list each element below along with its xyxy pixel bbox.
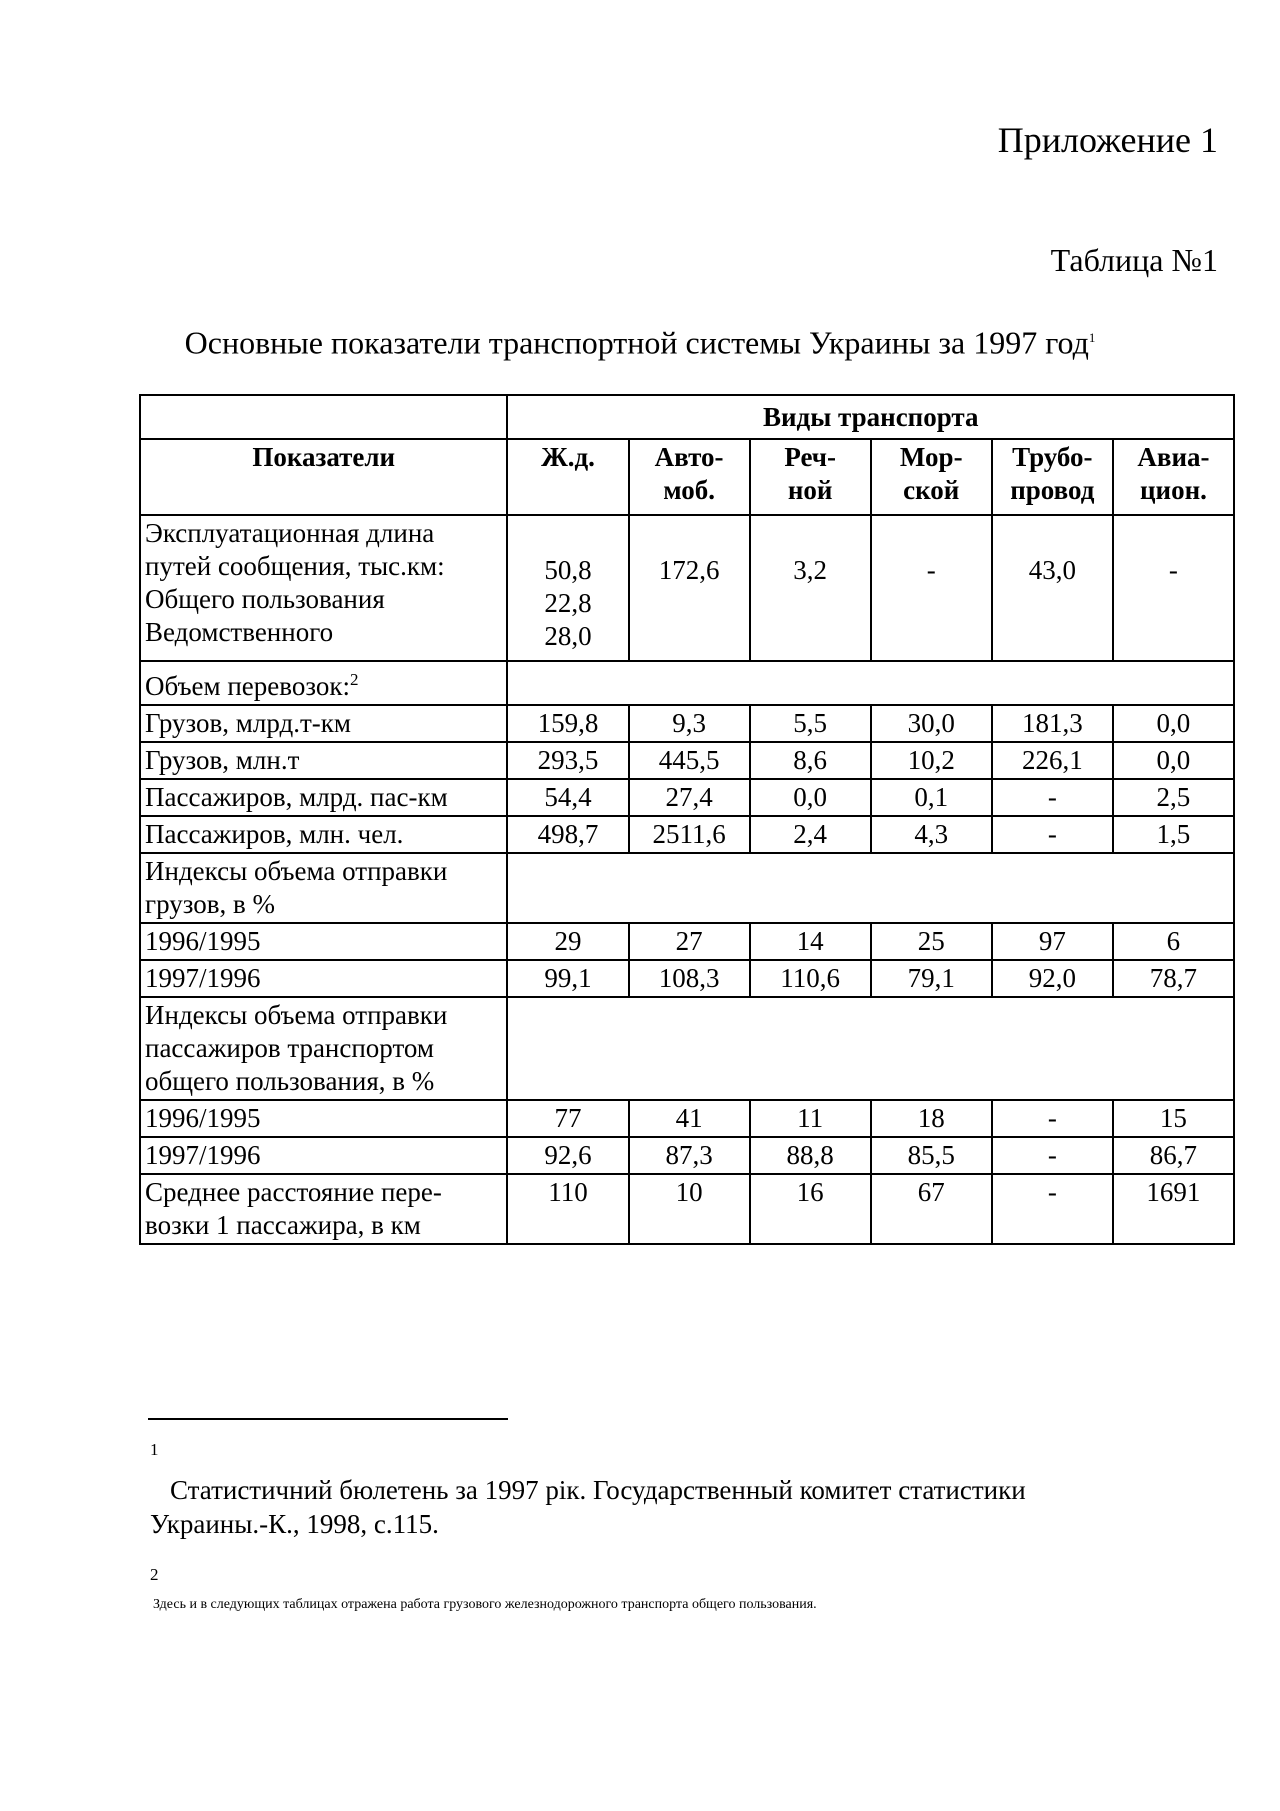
table-cell: - — [992, 1137, 1113, 1174]
column-header-line: ской — [903, 475, 960, 505]
row-label — [140, 515, 507, 661]
row-label — [140, 997, 507, 1100]
row-label-line: Среднее расстояние пере- — [145, 1177, 442, 1207]
appendix-label: Приложение 1 — [997, 120, 1218, 160]
title-footnote-ref: 1 — [1088, 330, 1096, 345]
row-label: Грузов, млрд.т-км — [140, 705, 507, 742]
table-title-text: Основные показатели транспортной системы Украины за 1997 год — [184, 324, 1089, 361]
row-label — [140, 661, 507, 705]
table-row — [140, 779, 1234, 816]
table-cell: - — [992, 816, 1113, 853]
table-cell: 159,8 — [507, 705, 628, 742]
footnote-2-text: Здесь и в следующих таблицах отражена работа грузового железнодорожного транспорта общего пользования. — [153, 1597, 817, 1612]
row-label-line: Эксплуатационная длина — [145, 518, 435, 548]
table-cell: 108,3 — [629, 960, 750, 997]
table-row-route-length — [140, 515, 1234, 661]
row-label: Пассажиров, млн. чел. — [140, 816, 507, 853]
table-cell: 14 — [750, 923, 871, 960]
column-header-line: Ж.д. — [541, 442, 595, 472]
table-cell: 0,0 — [1113, 742, 1234, 779]
table-cell: 293,5 — [507, 742, 628, 779]
column-header-auto — [629, 439, 750, 515]
transport-indicators-table — [139, 394, 1235, 1245]
table-cell: 3,2 — [750, 515, 871, 661]
table-cell: 110,6 — [750, 960, 871, 997]
table-cell: 87,3 — [629, 1137, 750, 1174]
table-cell: 0,0 — [750, 779, 871, 816]
table-cell: 27,4 — [629, 779, 750, 816]
row-label: 1996/1995 — [140, 1100, 507, 1137]
table-title — [0, 318, 1280, 363]
rail-length-public: 22,8 — [544, 588, 592, 618]
table-cell: 498,7 — [507, 816, 628, 853]
header-blank-cell — [140, 395, 507, 439]
row-label — [140, 1174, 507, 1244]
rail-length-departmental: 28,0 — [544, 621, 592, 651]
table-cell: 10 — [629, 1174, 750, 1244]
table-cell: - — [1113, 515, 1234, 661]
table-cell: 92,0 — [992, 960, 1113, 997]
table-cell: 79,1 — [871, 960, 992, 997]
column-header-line: ной — [787, 475, 833, 505]
column-header-aviation — [1113, 439, 1234, 515]
row-label: 1997/1996 — [140, 1137, 507, 1174]
table-cell: 92,6 — [507, 1137, 628, 1174]
table-cell: - — [992, 1174, 1113, 1244]
table-cell: 2511,6 — [629, 816, 750, 853]
table-cell: 78,7 — [1113, 960, 1234, 997]
row-label-line: возки 1 пассажира, в км — [145, 1210, 421, 1240]
table-cell: 15 — [1113, 1100, 1234, 1137]
cell-rail-length — [507, 515, 628, 661]
table-row — [140, 1137, 1234, 1174]
transport-types-header: Виды транспорта — [507, 395, 1234, 439]
table-cell: 29 — [507, 923, 628, 960]
footnote-1-text: Статистичний бюлетень за 1997 рік. Государственный комитет статистики Украины.-К., 1998, с.115. — [150, 1475, 1026, 1539]
empty-span-cell — [507, 997, 1234, 1100]
empty-span-cell — [507, 661, 1234, 705]
table-row — [140, 742, 1234, 779]
table-cell: 5,5 — [750, 705, 871, 742]
column-header-line: моб. — [663, 475, 715, 505]
table-cell: 99,1 — [507, 960, 628, 997]
table-row-volume-heading — [140, 661, 1234, 705]
table-cell: 88,8 — [750, 1137, 871, 1174]
row-label: 1996/1995 — [140, 923, 507, 960]
row-label-line: Индексы объема отправки — [145, 1000, 448, 1030]
table-cell: 18 — [871, 1100, 992, 1137]
table-cell: 16 — [750, 1174, 871, 1244]
footnote-1-mark: 1 — [150, 1440, 159, 1459]
table-cell: - — [992, 1100, 1113, 1137]
table-row — [140, 705, 1234, 742]
column-header-line: Авиа- — [1137, 442, 1210, 472]
table-cell: 0,0 — [1113, 705, 1234, 742]
table-cell: 54,4 — [507, 779, 628, 816]
table-cell: 41 — [629, 1100, 750, 1137]
table-cell: 97 — [992, 923, 1113, 960]
table-row — [140, 816, 1234, 853]
table-cell: 43,0 — [992, 515, 1113, 661]
column-header-line: Реч- — [784, 442, 836, 472]
table-cell: 9,3 — [629, 705, 750, 742]
column-header-rail — [507, 439, 628, 515]
table-row-cargo-index-heading — [140, 853, 1234, 923]
column-header-line: цион. — [1139, 475, 1207, 505]
row-label-line: Индексы объема отправки — [145, 856, 448, 886]
table-cell: 110 — [507, 1174, 628, 1244]
table-cell: 30,0 — [871, 705, 992, 742]
row-label — [140, 853, 507, 923]
column-header-sea — [871, 439, 992, 515]
table-cell: 85,5 — [871, 1137, 992, 1174]
row-label: Пассажиров, млрд. пас-км — [140, 779, 507, 816]
column-header-pipeline — [992, 439, 1113, 515]
column-header-line: провод — [1010, 475, 1095, 505]
table-cell: 226,1 — [992, 742, 1113, 779]
table-cell: 181,3 — [992, 705, 1113, 742]
column-header-line: Авто- — [654, 442, 724, 472]
table-cell: 86,7 — [1113, 1137, 1234, 1174]
row-label-line: грузов, в % — [145, 889, 275, 919]
table-cell: 8,6 — [750, 742, 871, 779]
footnote-separator — [148, 1418, 508, 1420]
column-header-line: Мор- — [899, 442, 963, 472]
table-cell: 445,5 — [629, 742, 750, 779]
table-cell: - — [992, 779, 1113, 816]
table-cell: 2,4 — [750, 816, 871, 853]
indicator-header: Показатели — [140, 439, 507, 515]
table-row-passenger-index-heading — [140, 997, 1234, 1100]
row-label-line: пассажиров транспортом — [145, 1033, 434, 1063]
table-number: Таблица №1 — [1050, 242, 1218, 278]
row-label-line: общего пользования, в % — [145, 1066, 435, 1096]
table-cell: 4,3 — [871, 816, 992, 853]
table-cell: 25 — [871, 923, 992, 960]
volume-label: Объем перевозок: — [145, 671, 350, 701]
header-row-columns — [140, 439, 1234, 515]
table-cell: 172,6 — [629, 515, 750, 661]
table-row-average-distance — [140, 1174, 1234, 1244]
table-cell: 10,2 — [871, 742, 992, 779]
table-cell: 1,5 — [1113, 816, 1234, 853]
row-label: 1997/1996 — [140, 960, 507, 997]
table-cell: 11 — [750, 1100, 871, 1137]
column-header-river — [750, 439, 871, 515]
row-label: Грузов, млн.т — [140, 742, 507, 779]
table-cell: 27 — [629, 923, 750, 960]
table-row — [140, 1100, 1234, 1137]
table-cell: 6 — [1113, 923, 1234, 960]
rail-length-total: 50,8 — [544, 555, 592, 585]
row-label-line: путей сообщения, тыс.км: — [145, 551, 445, 581]
table-cell: 0,1 — [871, 779, 992, 816]
column-header-line: Трубо- — [1012, 442, 1093, 472]
table-row — [140, 960, 1234, 997]
volume-footnote-ref: 2 — [349, 670, 359, 689]
footnote-2-mark: 2 — [150, 1565, 159, 1584]
table-cell: 67 — [871, 1174, 992, 1244]
row-label-line: Общего пользования — [145, 584, 385, 614]
header-row-group — [140, 395, 1234, 439]
table-cell: 1691 — [1113, 1174, 1234, 1244]
empty-span-cell — [507, 853, 1234, 923]
row-label-line: Ведомственного — [145, 617, 334, 647]
table-cell: 2,5 — [1113, 779, 1234, 816]
table-cell: 77 — [507, 1100, 628, 1137]
table-row — [140, 923, 1234, 960]
table-cell: - — [871, 515, 992, 661]
